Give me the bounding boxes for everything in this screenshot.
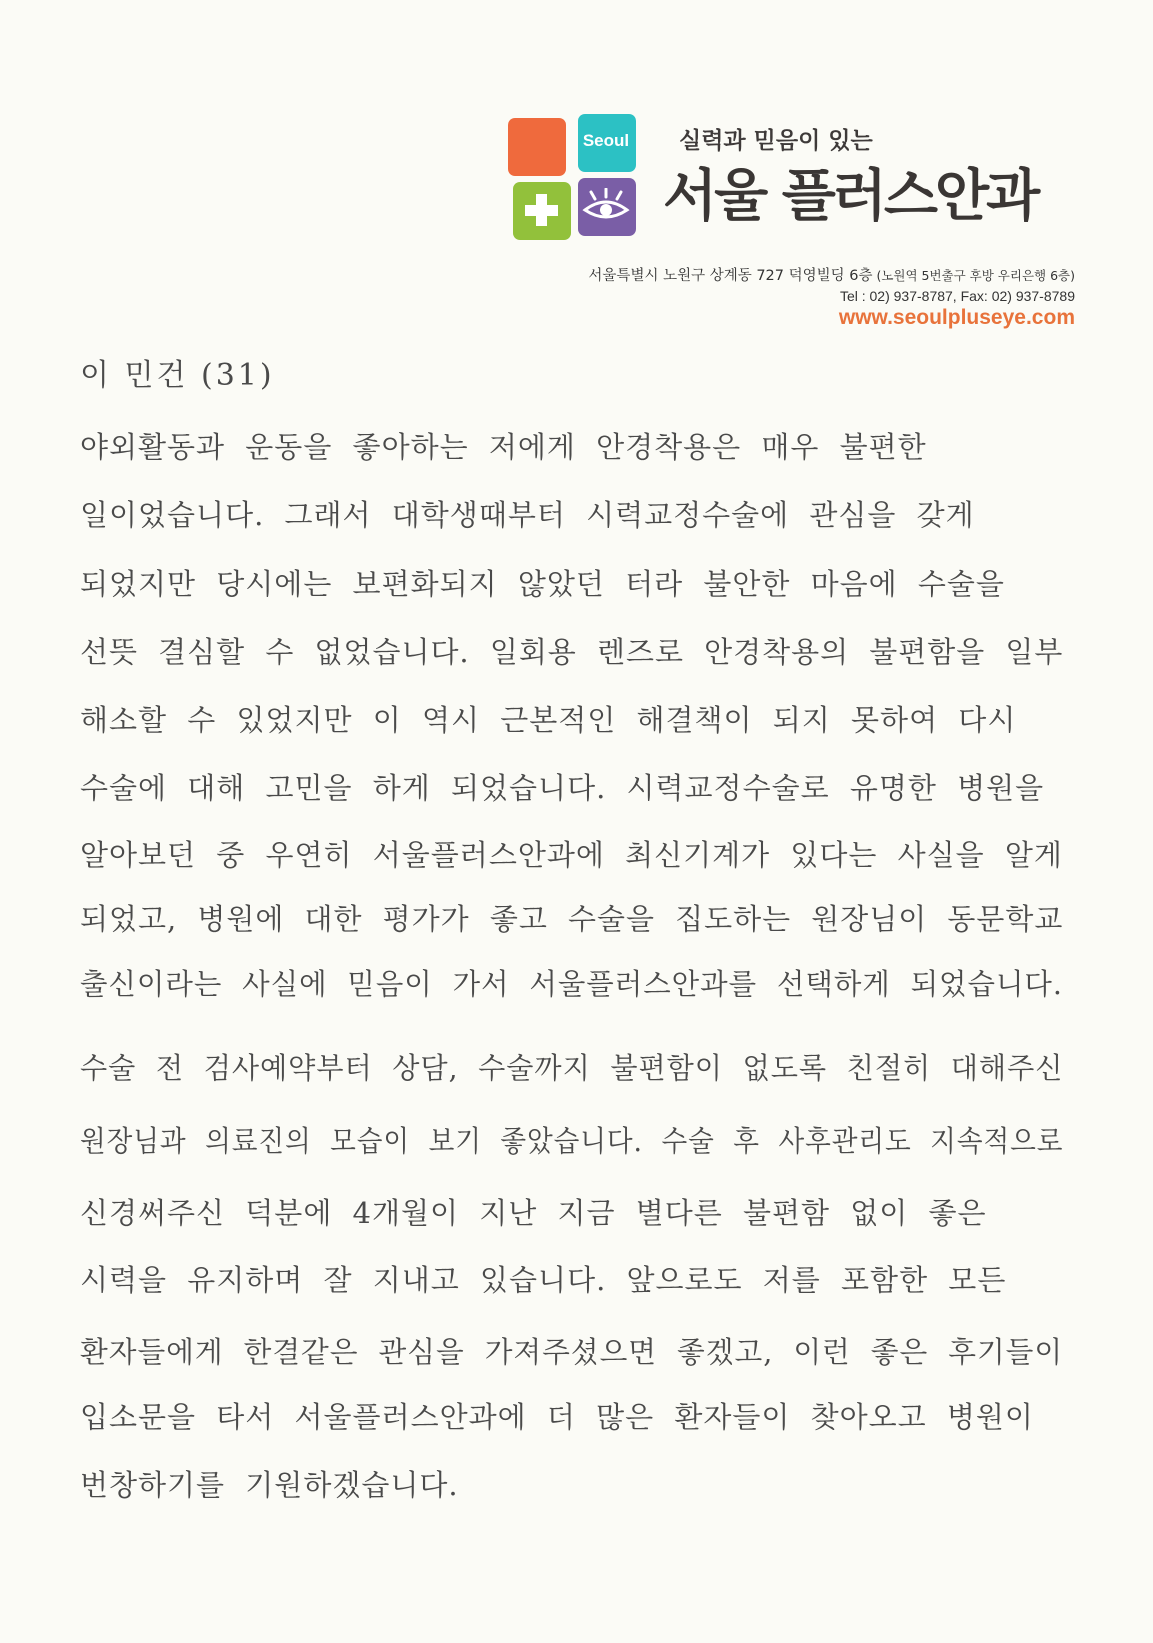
clinic-name: 서울 플러스안과: [663, 164, 1038, 229]
clinic-contact: Tel : 02) 937-8787, Fax: 02) 937-8789: [839, 288, 1075, 304]
letter-line: 야외활동과 운동을 좋아하는 저에게 안경착용은 매우 불편한: [80, 430, 927, 464]
seoul-badge: [578, 114, 636, 172]
letter-line: 선뜻 결심할 수 없었습니다. 일회용 렌즈로 안경착용의 불편함을 일부: [80, 635, 1064, 669]
letter-line: 수술 전 검사예약부터 상담, 수술까지 불편함이 없도록 친절히 대해주신: [80, 1051, 1064, 1085]
orange-square-icon: [508, 118, 566, 176]
address-main: 서울특별시 노원구 상계동 727 덕영빌딩 6층: [588, 268, 873, 284]
clinic-logo: [508, 112, 638, 242]
letter-line: 입소문을 타서 서울플러스안과에 더 많은 환자들이 찾아오고 병원이: [80, 1400, 1034, 1434]
letter-line: 시력을 유지하며 잘 지내고 있습니다. 앞으로도 저를 포함한 모든: [80, 1263, 1007, 1297]
clinic-slogan: 실력과 믿음이 있는: [679, 128, 873, 154]
plus-icon: [513, 182, 571, 240]
letter-line: 신경써주신 덕분에 4개월이 지난 지금 별다른 불편함 없이 좋은: [80, 1196, 987, 1230]
letter-line: 해소할 수 있었지만 이 역시 근본적인 해결책이 되지 못하여 다시: [80, 703, 1017, 737]
seoul-badge-text: Seoul: [582, 131, 630, 150]
clinic-address: [588, 264, 1075, 285]
clinic-website: www.seoulpluseye.com: [838, 306, 1075, 329]
letter-line: 알아보던 중 우연히 서울플러스안과에 최신기계가 있다는 사실을 알게: [80, 838, 1063, 872]
author-name: 이 민건 (31): [80, 358, 275, 393]
letter-line: 출신이라는 사실에 믿음이 가서 서울플러스안과를 선택하게 되었습니다.: [80, 967, 1063, 1001]
eye-icon: [578, 178, 636, 236]
letter-line: 되었지만 당시에는 보편화되지 않았던 터라 불안한 마음에 수술을: [80, 567, 1005, 601]
letter-line: 번창하기를 기원하겠습니다.: [80, 1468, 459, 1502]
letter-line: 되었고, 병원에 대한 평가가 좋고 수술을 집도하는 원장님이 동문학교: [80, 902, 1064, 936]
letter-line: 수술에 대해 고민을 하게 되었습니다. 시력교정수술로 유명한 병원을: [80, 771, 1045, 805]
address-sub: (노원역 5번출구 후방 우리은행 6층): [872, 268, 1075, 283]
letter-line: 일이었습니다. 그래서 대학생때부터 시력교정수술에 관심을 갖게: [80, 498, 975, 532]
letter-line: 원장님과 의료진의 모습이 보기 좋았습니다. 수술 후 사후관리도 지속적으로: [80, 1124, 1064, 1158]
letter-line: 환자들에게 한결같은 관심을 가져주셨으면 좋겠고, 이런 좋은 후기들이: [80, 1335, 1064, 1369]
